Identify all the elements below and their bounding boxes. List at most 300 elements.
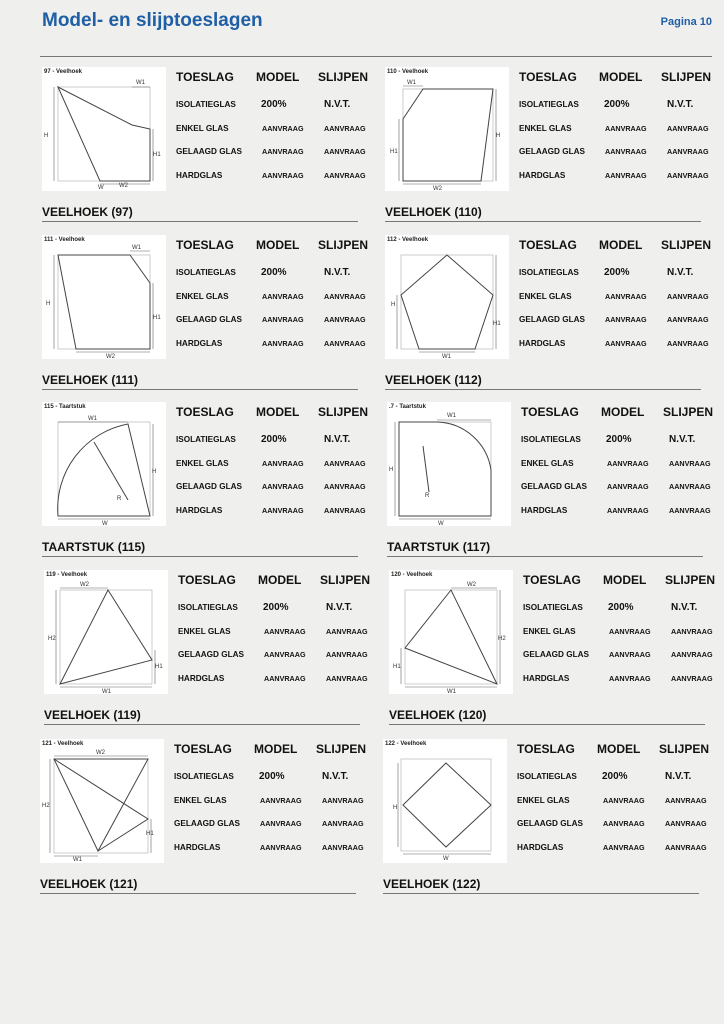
glass-type-label: ISOLATIEGLAS bbox=[519, 100, 579, 109]
slijpen-value: N.V.T. bbox=[669, 434, 696, 445]
glass-type-label: GELAAGD GLAS bbox=[174, 819, 240, 828]
header-slijpen: SLIJPEN bbox=[318, 238, 369, 252]
header-slijpen: SLIJPEN bbox=[320, 573, 371, 587]
glass-type-label: ENKEL GLAS bbox=[519, 291, 572, 301]
model-value: AANVRAAG bbox=[262, 482, 304, 491]
table-row bbox=[176, 267, 372, 291]
diagram-label: 121 - Veelhoek bbox=[42, 741, 84, 747]
table-row bbox=[521, 505, 717, 529]
model-value: AANVRAAG bbox=[609, 673, 651, 683]
table-row bbox=[523, 626, 719, 650]
dimension-label-w: W bbox=[102, 521, 108, 526]
shape-drawing bbox=[389, 570, 513, 694]
model-value: AANVRAAG bbox=[264, 673, 306, 683]
slijpen-value: N.V.T. bbox=[665, 771, 692, 782]
header-model: MODEL bbox=[258, 573, 302, 587]
shape-diagram bbox=[42, 235, 166, 359]
dimension-label-w1: W1 bbox=[102, 689, 111, 694]
shape-outline bbox=[54, 759, 148, 851]
model-value: 200% bbox=[261, 99, 287, 110]
table-row bbox=[176, 123, 372, 147]
slijpen-value: AANVRAAG bbox=[322, 842, 364, 852]
glass-type-label: GELAAGD GLAS bbox=[176, 147, 242, 156]
shape-drawing bbox=[44, 570, 168, 694]
slijpen-value: AANVRAAG bbox=[326, 650, 368, 659]
model-value: AANVRAAG bbox=[262, 505, 304, 515]
dimension-label-h2: H2 bbox=[48, 636, 56, 642]
header-slijpen: SLIJPEN bbox=[661, 238, 712, 252]
shape-outline bbox=[423, 446, 429, 492]
model-value: AANVRAAG bbox=[262, 315, 304, 324]
dimension-label-h1: H1 bbox=[390, 149, 398, 155]
slijpen-value: AANVRAAG bbox=[671, 626, 713, 636]
shape-outline bbox=[403, 763, 491, 847]
header-model: MODEL bbox=[601, 405, 645, 419]
dimension-label-w2: W2 bbox=[433, 186, 442, 191]
header-toeslag: TOESLAG bbox=[521, 405, 579, 419]
model-value: AANVRAAG bbox=[262, 147, 304, 156]
surcharge-table bbox=[517, 743, 713, 865]
shape-card bbox=[42, 402, 372, 567]
model-value: 200% bbox=[608, 602, 634, 613]
model-value: AANVRAAG bbox=[260, 819, 302, 828]
table-row bbox=[519, 314, 715, 338]
shape-diagram bbox=[385, 67, 509, 191]
slijpen-value: AANVRAAG bbox=[324, 482, 366, 491]
table-row bbox=[176, 170, 372, 194]
shape-diagram bbox=[44, 570, 168, 694]
dimension-label-h: H bbox=[393, 805, 398, 811]
table-row bbox=[178, 673, 374, 697]
header-model: MODEL bbox=[256, 238, 300, 252]
bounding-guide bbox=[58, 255, 150, 349]
surcharge-table bbox=[178, 574, 374, 696]
shape-caption: VEELHOEK (121) bbox=[40, 877, 138, 891]
header-toeslag: TOESLAG bbox=[517, 742, 575, 756]
glass-type-label: GELAAGD GLAS bbox=[176, 315, 242, 324]
glass-type-label: GELAAGD GLAS bbox=[519, 315, 585, 324]
shape-card bbox=[387, 402, 717, 567]
slijpen-value: AANVRAAG bbox=[324, 291, 366, 301]
glass-type-label: ENKEL GLAS bbox=[176, 123, 229, 133]
dimension-label-w: W bbox=[443, 856, 449, 862]
table-row bbox=[178, 649, 374, 673]
page-number: Pagina 10 bbox=[660, 16, 712, 28]
slijpen-value: N.V.T. bbox=[667, 267, 694, 278]
glass-type-label: ENKEL GLAS bbox=[176, 458, 229, 468]
model-value: AANVRAAG bbox=[605, 170, 647, 180]
shape-caption: VEELHOEK (119) bbox=[44, 708, 141, 722]
caption-divider bbox=[383, 893, 699, 894]
surcharge-table bbox=[174, 743, 370, 865]
dimension-label-r: R bbox=[425, 493, 430, 499]
dimension-label-h1: H1 bbox=[153, 152, 161, 158]
surcharge-table bbox=[521, 406, 717, 528]
glass-type-label: HARDGLAS bbox=[517, 842, 564, 852]
model-value: AANVRAAG bbox=[605, 291, 647, 301]
dimension-label-w1: W1 bbox=[136, 80, 145, 86]
glass-type-label: ISOLATIEGLAS bbox=[176, 435, 236, 444]
glass-type-label: ENKEL GLAS bbox=[521, 458, 574, 468]
dimension-label-w2: W2 bbox=[467, 582, 476, 588]
slijpen-value: AANVRAAG bbox=[667, 170, 709, 180]
bounding-guide bbox=[403, 89, 493, 181]
shape-caption: VEELHOEK (97) bbox=[42, 205, 133, 219]
table-header bbox=[517, 743, 713, 771]
table-row bbox=[519, 338, 715, 362]
header-model: MODEL bbox=[603, 573, 647, 587]
table-row bbox=[517, 771, 713, 795]
table-row bbox=[176, 146, 372, 170]
slijpen-value: AANVRAAG bbox=[669, 458, 711, 468]
glass-type-label: HARDGLAS bbox=[174, 842, 221, 852]
table-header bbox=[519, 71, 715, 99]
bounding-guide bbox=[399, 422, 491, 516]
table-row bbox=[519, 267, 715, 291]
model-value: AANVRAAG bbox=[603, 819, 645, 828]
table-header bbox=[176, 406, 372, 434]
glass-type-label: HARDGLAS bbox=[519, 170, 566, 180]
shape-caption: VEELHOEK (112) bbox=[385, 373, 482, 387]
shape-card bbox=[42, 67, 372, 232]
slijpen-value: AANVRAAG bbox=[324, 338, 366, 348]
glass-type-label: GELAAGD GLAS bbox=[517, 819, 583, 828]
model-value: 200% bbox=[263, 602, 289, 613]
diagram-label: 97 - Veelhoek bbox=[44, 69, 83, 75]
dimension-label-h: H bbox=[391, 302, 396, 308]
diagram-label: .7 - Taartstuk bbox=[389, 404, 426, 410]
dimension-label-w1: W1 bbox=[407, 80, 416, 86]
glass-type-label: HARDGLAS bbox=[519, 338, 566, 348]
table-row bbox=[521, 481, 717, 505]
shape-outline bbox=[54, 759, 148, 851]
shape-card bbox=[385, 235, 715, 400]
slijpen-value: AANVRAAG bbox=[322, 795, 364, 805]
slijpen-value: AANVRAAG bbox=[667, 315, 709, 324]
slijpen-value: AANVRAAG bbox=[324, 458, 366, 468]
table-row bbox=[519, 99, 715, 123]
shape-card bbox=[42, 235, 372, 400]
table-row bbox=[521, 434, 717, 458]
glass-type-label: ENKEL GLAS bbox=[523, 626, 576, 636]
dimension-label-w2: W2 bbox=[80, 582, 89, 588]
shape-card bbox=[40, 739, 370, 904]
dimension-label-h2: H2 bbox=[498, 636, 506, 642]
table-row bbox=[174, 818, 370, 842]
header-slijpen: SLIJPEN bbox=[665, 573, 716, 587]
glass-type-label: HARDGLAS bbox=[176, 338, 223, 348]
glass-type-label: ENKEL GLAS bbox=[178, 626, 231, 636]
model-value: AANVRAAG bbox=[260, 842, 302, 852]
table-row bbox=[176, 314, 372, 338]
header-toeslag: TOESLAG bbox=[519, 238, 577, 252]
glass-type-label: HARDGLAS bbox=[176, 170, 223, 180]
glass-type-label: HARDGLAS bbox=[521, 505, 568, 515]
glass-type-label: GELAAGD GLAS bbox=[519, 147, 585, 156]
glass-type-label: GELAAGD GLAS bbox=[521, 482, 587, 491]
model-value: AANVRAAG bbox=[605, 147, 647, 156]
slijpen-value: AANVRAAG bbox=[324, 170, 366, 180]
header-toeslag: TOESLAG bbox=[523, 573, 581, 587]
table-row bbox=[519, 123, 715, 147]
header-toeslag: TOESLAG bbox=[178, 573, 236, 587]
shape-caption: VEELHOEK (111) bbox=[42, 373, 139, 387]
table-row bbox=[174, 771, 370, 795]
shape-card bbox=[44, 570, 374, 735]
table-header bbox=[176, 71, 372, 99]
shape-drawing bbox=[387, 402, 511, 526]
bounding-guide bbox=[54, 759, 148, 853]
diagram-label: 111 - Veelhoek bbox=[44, 237, 85, 243]
caption-divider bbox=[387, 556, 703, 557]
header-model: MODEL bbox=[599, 238, 643, 252]
model-value: AANVRAAG bbox=[260, 795, 302, 805]
table-row bbox=[176, 505, 372, 529]
dimension-label-w1: W1 bbox=[447, 413, 456, 419]
slijpen-value: AANVRAAG bbox=[665, 819, 707, 828]
table-row bbox=[176, 458, 372, 482]
dimension-label-h1: H1 bbox=[493, 321, 501, 327]
shape-outline bbox=[58, 87, 150, 181]
dimension-label-w: W bbox=[98, 185, 104, 191]
model-value: AANVRAAG bbox=[262, 458, 304, 468]
bounding-guide bbox=[60, 590, 152, 684]
surcharge-table bbox=[176, 239, 372, 361]
slijpen-value: N.V.T. bbox=[324, 99, 351, 110]
slijpen-value: AANVRAAG bbox=[667, 123, 709, 133]
diagram-label: 115 - Taartstuk bbox=[44, 404, 86, 410]
model-value: 200% bbox=[606, 434, 632, 445]
dimension-label-h: H bbox=[46, 301, 51, 307]
table-row bbox=[523, 602, 719, 626]
glass-type-label: HARDGLAS bbox=[178, 673, 225, 683]
caption-divider bbox=[42, 556, 358, 557]
table-row bbox=[176, 481, 372, 505]
dimension-label-h1: H1 bbox=[153, 315, 161, 321]
header-slijpen: SLIJPEN bbox=[663, 405, 714, 419]
caption-divider bbox=[42, 389, 358, 390]
header-model: MODEL bbox=[597, 742, 641, 756]
glass-type-label: GELAAGD GLAS bbox=[176, 482, 242, 491]
model-value: 200% bbox=[604, 267, 630, 278]
diagram-label: 112 - Veelhoek bbox=[387, 237, 429, 243]
glass-type-label: ISOLATIEGLAS bbox=[176, 268, 236, 277]
dimension-label-h: H bbox=[44, 133, 49, 139]
bounding-guide bbox=[401, 759, 491, 851]
glass-type-label: ENKEL GLAS bbox=[174, 795, 227, 805]
slijpen-value: AANVRAAG bbox=[665, 842, 707, 852]
shape-diagram bbox=[387, 402, 511, 526]
dimension-label-r: R bbox=[117, 496, 122, 502]
surcharge-table bbox=[176, 71, 372, 193]
slijpen-value: AANVRAAG bbox=[669, 505, 711, 515]
table-header bbox=[521, 406, 717, 434]
surcharge-table bbox=[523, 574, 719, 696]
table-header bbox=[178, 574, 374, 602]
shape-outline bbox=[403, 89, 493, 181]
shape-diagram bbox=[42, 402, 166, 526]
slijpen-value: AANVRAAG bbox=[671, 673, 713, 683]
model-value: AANVRAAG bbox=[605, 338, 647, 348]
header-toeslag: TOESLAG bbox=[519, 70, 577, 84]
shape-diagram bbox=[389, 570, 513, 694]
surcharge-table bbox=[519, 239, 715, 361]
shape-diagram bbox=[385, 235, 509, 359]
header-model: MODEL bbox=[256, 70, 300, 84]
table-row bbox=[517, 842, 713, 866]
caption-divider bbox=[42, 221, 358, 222]
header-toeslag: TOESLAG bbox=[176, 238, 234, 252]
glass-type-label: ENKEL GLAS bbox=[519, 123, 572, 133]
slijpen-value: AANVRAAG bbox=[671, 650, 713, 659]
dimension-label-w2: W2 bbox=[96, 750, 105, 756]
model-value: AANVRAAG bbox=[605, 315, 647, 324]
shape-outline bbox=[60, 590, 152, 684]
caption-divider bbox=[40, 893, 356, 894]
header-slijpen: SLIJPEN bbox=[661, 70, 712, 84]
slijpen-value: AANVRAAG bbox=[322, 819, 364, 828]
table-row bbox=[517, 795, 713, 819]
slijpen-value: AANVRAAG bbox=[326, 673, 368, 683]
dimension-label-h: H bbox=[496, 133, 501, 139]
shape-drawing bbox=[42, 67, 166, 191]
shape-diagram bbox=[40, 739, 164, 863]
table-header bbox=[176, 239, 372, 267]
dimension-label-w1: W1 bbox=[88, 416, 97, 422]
slijpen-value: AANVRAAG bbox=[667, 338, 709, 348]
shape-caption: VEELHOEK (122) bbox=[383, 877, 481, 891]
glass-type-label: HARDGLAS bbox=[523, 673, 570, 683]
header-slijpen: SLIJPEN bbox=[316, 742, 367, 756]
model-value: AANVRAAG bbox=[603, 795, 645, 805]
model-value: AANVRAAG bbox=[262, 291, 304, 301]
header-model: MODEL bbox=[254, 742, 298, 756]
table-row bbox=[176, 99, 372, 123]
glass-type-label: GELAAGD GLAS bbox=[178, 650, 244, 659]
slijpen-value: N.V.T. bbox=[671, 602, 698, 613]
model-value: AANVRAAG bbox=[605, 123, 647, 133]
caption-divider bbox=[389, 724, 705, 725]
shape-card bbox=[389, 570, 719, 735]
dimension-label-w1: W1 bbox=[447, 689, 456, 694]
model-value: 200% bbox=[261, 267, 287, 278]
glass-type-label: ISOLATIEGLAS bbox=[517, 772, 577, 781]
model-value: 200% bbox=[259, 771, 285, 782]
table-row bbox=[523, 649, 719, 673]
page-title: Model- en slijptoeslagen bbox=[42, 10, 263, 31]
glass-type-label: ENKEL GLAS bbox=[517, 795, 570, 805]
model-value: 200% bbox=[604, 99, 630, 110]
table-row bbox=[519, 291, 715, 315]
caption-divider bbox=[385, 389, 701, 390]
table-row bbox=[517, 818, 713, 842]
slijpen-value: N.V.T. bbox=[324, 434, 351, 445]
model-value: AANVRAAG bbox=[607, 458, 649, 468]
shape-outline bbox=[405, 590, 497, 684]
slijpen-value: AANVRAAG bbox=[324, 123, 366, 133]
header-model: MODEL bbox=[256, 405, 300, 419]
shape-outline bbox=[58, 255, 150, 349]
slijpen-value: AANVRAAG bbox=[324, 505, 366, 515]
glass-type-label: ISOLATIEGLAS bbox=[176, 100, 236, 109]
surcharge-table bbox=[176, 406, 372, 528]
diagram-label: 122 - Veelhoek bbox=[385, 741, 427, 747]
header-toeslag: TOESLAG bbox=[176, 70, 234, 84]
table-header bbox=[523, 574, 719, 602]
caption-divider bbox=[385, 221, 701, 222]
shape-caption: VEELHOEK (110) bbox=[385, 205, 482, 219]
shape-caption: VEELHOEK (120) bbox=[389, 708, 487, 722]
diagram-label: 110 - Veelhoek bbox=[387, 69, 429, 75]
header-slijpen: SLIJPEN bbox=[318, 405, 369, 419]
header-toeslag: TOESLAG bbox=[176, 405, 234, 419]
slijpen-value: AANVRAAG bbox=[324, 147, 366, 156]
model-value: AANVRAAG bbox=[264, 626, 306, 636]
slijpen-value: AANVRAAG bbox=[326, 626, 368, 636]
model-value: AANVRAAG bbox=[607, 505, 649, 515]
table-row bbox=[176, 338, 372, 362]
table-row bbox=[176, 434, 372, 458]
table-row bbox=[174, 795, 370, 819]
shape-diagram bbox=[42, 67, 166, 191]
shape-drawing bbox=[383, 739, 507, 863]
header-model: MODEL bbox=[599, 70, 643, 84]
shape-outline bbox=[58, 424, 150, 516]
model-value: AANVRAAG bbox=[609, 650, 651, 659]
glass-type-label: HARDGLAS bbox=[176, 505, 223, 515]
shape-outline bbox=[94, 442, 128, 500]
header-divider bbox=[40, 56, 712, 57]
slijpen-value: AANVRAAG bbox=[665, 795, 707, 805]
table-row bbox=[519, 170, 715, 194]
shape-outline bbox=[401, 255, 493, 349]
slijpen-value: N.V.T. bbox=[322, 771, 349, 782]
slijpen-value: AANVRAAG bbox=[669, 482, 711, 491]
dimension-label-h1: H1 bbox=[146, 831, 154, 837]
diagram-label: 120 - Veelhoek bbox=[391, 572, 433, 578]
model-value: AANVRAAG bbox=[262, 338, 304, 348]
header-slijpen: SLIJPEN bbox=[318, 70, 369, 84]
dimension-label-h: H bbox=[152, 469, 157, 475]
surcharge-table bbox=[519, 71, 715, 193]
shape-drawing bbox=[42, 235, 166, 359]
header-slijpen: SLIJPEN bbox=[659, 742, 710, 756]
table-row bbox=[176, 291, 372, 315]
shape-drawing bbox=[42, 402, 166, 526]
glass-type-label: ISOLATIEGLAS bbox=[519, 268, 579, 277]
model-value: AANVRAAG bbox=[264, 650, 306, 659]
model-value: AANVRAAG bbox=[262, 123, 304, 133]
shape-caption: TAARTSTUK (117) bbox=[387, 540, 491, 554]
shape-caption: TAARTSTUK (115) bbox=[42, 540, 146, 554]
shape-outline bbox=[399, 422, 491, 516]
caption-divider bbox=[44, 724, 360, 725]
dimension-label-w2: W2 bbox=[119, 183, 128, 189]
table-row bbox=[523, 673, 719, 697]
shape-drawing bbox=[40, 739, 164, 863]
dimension-label-h2: H2 bbox=[42, 803, 50, 809]
bounding-guide bbox=[58, 422, 150, 516]
slijpen-value: AANVRAAG bbox=[324, 315, 366, 324]
slijpen-value: N.V.T. bbox=[326, 602, 353, 613]
slijpen-value: AANVRAAG bbox=[667, 291, 709, 301]
glass-type-label: GELAAGD GLAS bbox=[523, 650, 589, 659]
glass-type-label: ISOLATIEGLAS bbox=[178, 603, 238, 612]
shape-diagram bbox=[383, 739, 507, 863]
table-row bbox=[178, 602, 374, 626]
model-value: AANVRAAG bbox=[609, 626, 651, 636]
slijpen-value: N.V.T. bbox=[667, 99, 694, 110]
